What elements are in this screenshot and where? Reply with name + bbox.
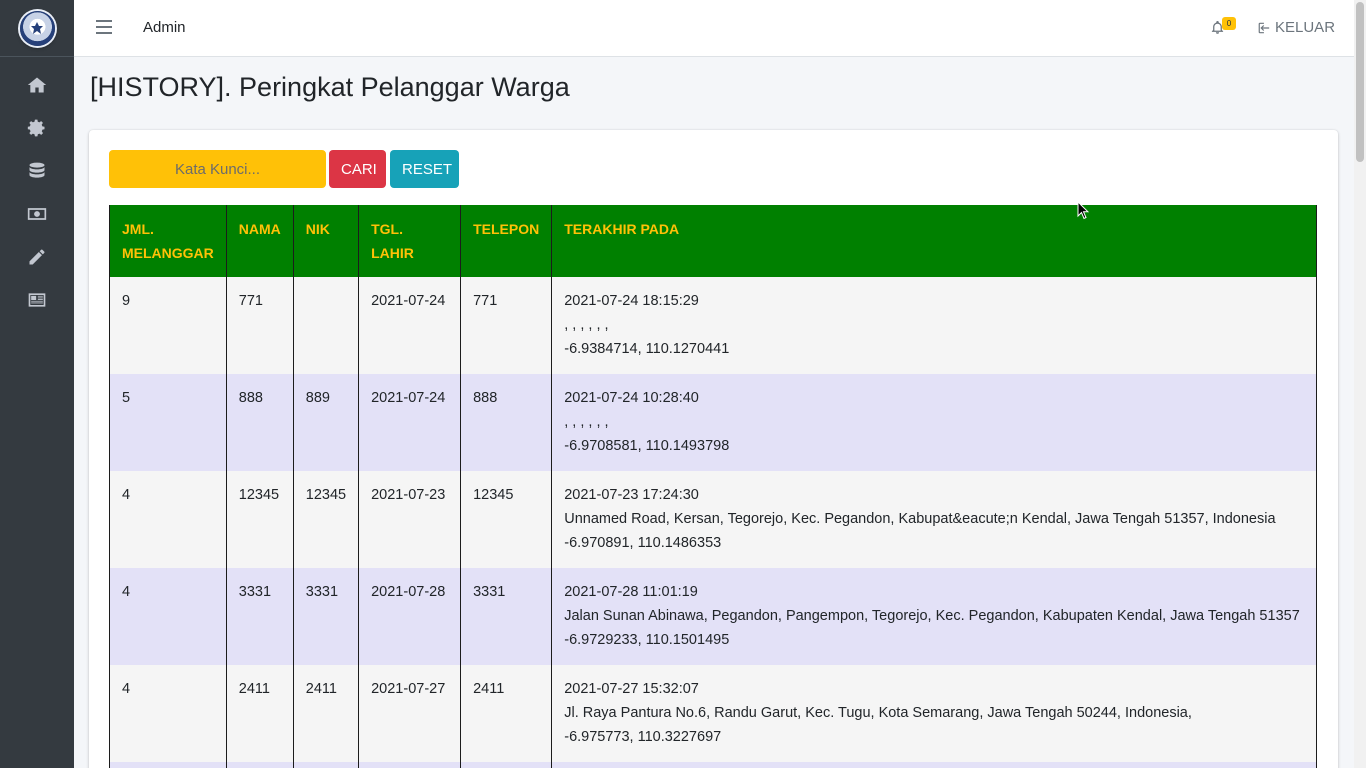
cell-nik: 12345	[293, 471, 358, 568]
user-name: Admin	[143, 19, 186, 36]
cell-tgl-lahir: 2021-07-23	[359, 471, 461, 568]
topbar	[74, 0, 1354, 57]
last-seen-address: , , , , , ,	[564, 317, 609, 333]
cell-jml: 5	[110, 374, 227, 471]
last-seen-coords: -6.9729233, 110.1501495	[564, 632, 730, 648]
cell-nama: 2411	[226, 665, 293, 762]
content-card	[89, 130, 1338, 768]
last-seen-coords: -6.9384714, 110.1270441	[564, 341, 730, 357]
cell-tgl-lahir	[359, 762, 461, 768]
cell-terakhir-pada	[552, 568, 1317, 665]
cell-terakhir-pada	[552, 665, 1317, 762]
cell-telepon	[461, 762, 552, 768]
cell-telepon: 771	[461, 277, 552, 374]
menu-toggle-icon[interactable]	[96, 20, 112, 34]
last-seen-coords: -6.975773, 110.3227697	[564, 729, 722, 745]
cell-tgl-lahir: 2021-07-24	[359, 374, 461, 471]
money-icon	[27, 204, 47, 224]
brand	[0, 0, 74, 57]
table-row[interactable]	[110, 471, 1317, 568]
cell-terakhir-pada	[552, 471, 1317, 568]
cell-nik	[293, 762, 358, 768]
logout-label: KELUAR	[1275, 19, 1336, 36]
last-seen-address: Unnamed Road, Kersan, Tegorejo, Kec. Pegandon, Kabupat&eacute;n Kendal, Jawa Tengah 51357, Indonesia	[564, 511, 1276, 527]
last-seen-time: 2021-07-27 15:32:07	[564, 681, 699, 697]
home-icon	[27, 75, 47, 95]
newspaper-icon	[27, 290, 47, 310]
cell-nama: 12345	[226, 471, 293, 568]
table-row[interactable]	[110, 665, 1317, 762]
cell-jml: 9	[110, 277, 227, 374]
database-icon	[27, 161, 47, 181]
cell-telepon: 888	[461, 374, 552, 471]
cell-telepon: 3331	[461, 568, 552, 665]
pencil-icon	[27, 247, 47, 267]
sidebar-item-database[interactable]	[0, 149, 74, 192]
cell-nik	[293, 277, 358, 374]
cell-jml: 4	[110, 568, 227, 665]
cell-jml	[110, 762, 227, 768]
sidebar-item-settings[interactable]	[0, 106, 74, 149]
scrollbar-thumb[interactable]	[1356, 2, 1364, 162]
logo-emblem[interactable]	[20, 11, 55, 46]
table-row[interactable]	[110, 762, 1317, 768]
sidebar-item-home[interactable]	[0, 63, 74, 106]
notification-badge: 0	[1222, 17, 1236, 30]
last-seen-time: 2021-07-24 18:15:29	[564, 293, 699, 309]
search-button[interactable]: CARI	[329, 150, 386, 188]
table-header-row	[110, 205, 1317, 277]
violators-table	[109, 205, 1317, 768]
last-seen-coords: -6.970891, 110.1486353	[564, 535, 722, 551]
cell-jml: 4	[110, 471, 227, 568]
cell-tgl-lahir: 2021-07-27	[359, 665, 461, 762]
cell-terakhir-pada	[552, 762, 1317, 768]
sidebar-item-money[interactable]	[0, 192, 74, 235]
cell-terakhir-pada	[552, 374, 1317, 471]
column-header-jml[interactable]: JML. MELANGGAR	[110, 205, 227, 277]
last-seen-address: , , , , , ,	[564, 414, 609, 430]
sign-out-icon	[1257, 21, 1272, 35]
cell-jml: 4	[110, 665, 227, 762]
search-input[interactable]	[109, 150, 326, 188]
cell-nik: 3331	[293, 568, 358, 665]
cell-nama: 888	[226, 374, 293, 471]
table-row[interactable]	[110, 568, 1317, 665]
search-bar	[109, 150, 459, 188]
last-seen-time: 2021-07-24 10:28:40	[564, 390, 699, 406]
cell-telepon: 12345	[461, 471, 552, 568]
cell-nama: 771	[226, 277, 293, 374]
last-seen-coords: -6.9708581, 110.1493798	[564, 438, 730, 454]
last-seen-time: 2021-07-23 17:24:30	[564, 487, 699, 503]
cell-terakhir-pada	[552, 277, 1317, 374]
page-title: [HISTORY]. Peringkat Pelanggar Warga	[90, 72, 570, 102]
cell-nik: 889	[293, 374, 358, 471]
cell-tgl-lahir: 2021-07-28	[359, 568, 461, 665]
emblem-icon	[29, 20, 45, 36]
gear-icon	[27, 118, 47, 138]
mouse-cursor-icon	[1077, 201, 1089, 220]
cell-nama	[226, 762, 293, 768]
column-header-nama[interactable]: NAMA	[226, 205, 293, 277]
column-header-terakhir-pada[interactable]: TERAKHIR PADA	[552, 205, 1317, 277]
cell-tgl-lahir: 2021-07-24	[359, 277, 461, 374]
last-seen-address: Jalan Sunan Abinawa, Pegandon, Pangempon, Tegorejo, Kec. Pegandon, Kabupaten Kendal, Jawa Tengah 51357	[564, 608, 1300, 624]
cell-nik: 2411	[293, 665, 358, 762]
reset-button[interactable]: RESET	[390, 150, 459, 188]
table-row[interactable]	[110, 277, 1317, 374]
last-seen-time: 2021-07-28 11:01:19	[564, 584, 698, 600]
column-header-nik[interactable]: NIK	[293, 205, 358, 277]
sidebar	[0, 0, 74, 768]
sidebar-item-news[interactable]	[0, 278, 74, 321]
last-seen-address: Jl. Raya Pantura No.6, Randu Garut, Kec. Tugu, Kota Semarang, Jawa Tengah 50244, Indonesia,	[564, 705, 1192, 721]
column-header-tgl-lahir[interactable]: TGL. LAHIR	[359, 205, 461, 277]
column-header-telepon[interactable]: TELEPON	[461, 205, 552, 277]
logout-button[interactable]	[1257, 19, 1335, 36]
cell-nama: 3331	[226, 568, 293, 665]
cell-telepon: 2411	[461, 665, 552, 762]
table-row[interactable]	[110, 374, 1317, 471]
page-scrollbar[interactable]	[1354, 0, 1366, 768]
sidebar-item-edit[interactable]	[0, 235, 74, 278]
sidebar-nav	[0, 63, 74, 321]
